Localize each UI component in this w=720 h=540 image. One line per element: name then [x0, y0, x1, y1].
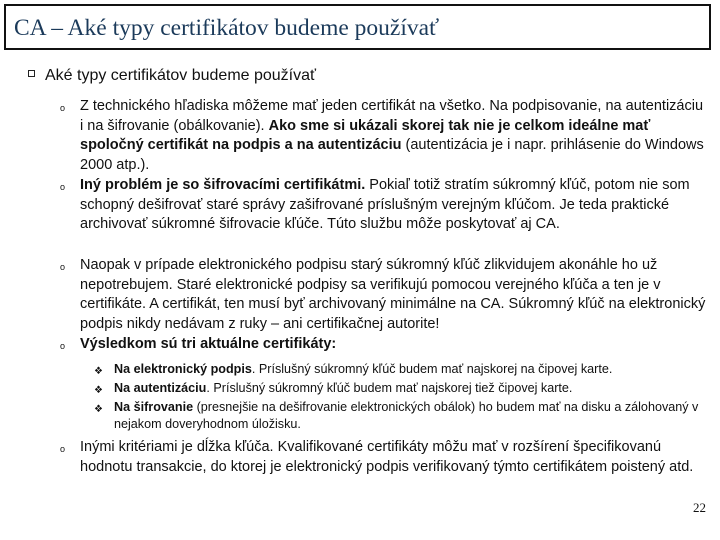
- text: (autentizácia je i napr. prihlásenie do Windows 2000 atp.).: [80, 137, 704, 173]
- square-bullet-icon: [28, 70, 35, 77]
- text: Pokiaľ totiž stratím súkromný kľúč, potom nie som schopný dešifrovať staré správy zašifrované príslušným verejným kľúčom. Je teda praktické archivovať súkromné šifrovacie kľúče. Túto službu môže poskytovať aj CA.: [80, 177, 690, 233]
- bold-text: Výsledkom sú tri aktuálne certifikáty:: [80, 336, 337, 352]
- text: . Príslušný súkromný kľúč budem mať najskorej tiež čipovej karte.: [206, 381, 573, 395]
- bullet-5: [60, 438, 710, 477]
- circle-bullet-icon: o: [60, 182, 66, 192]
- bold-text: Na šifrovanie: [114, 400, 194, 414]
- text: Inými kritériami je dĺžka kľúča. Kvalifikované certifikáty môžu mať v rozšírení špecifikovanú hodnotu transakcie, do ktorej je elektronický podpis verifikovaný týmto certifikátem poistený atd.: [80, 439, 694, 475]
- diamond-bullet-icon: ❖: [94, 366, 103, 377]
- bullet-2: [60, 176, 710, 235]
- bullet-1: [60, 97, 710, 175]
- main-bullet-text: Aké typy certifikátov budeme používať: [45, 67, 317, 84]
- text: Naopak v prípade elektronického podpisu starý súkromný kľúč zlikvidujem akonáhle ho už nepotrebujem. Staré elektronické podpisy sa verifikujú pomocou verejného kľúča a ten je v certifikáte. A certifikát, ten musí byť archivovaný minimálne na CA. Súkromný kľúč na elektronický podpis nikdy nedávam z ruky – ani certifikačnej autorite!: [80, 257, 706, 332]
- title-box: [4, 4, 711, 50]
- circle-bullet-icon: o: [60, 103, 66, 113]
- bold-text: Na elektronický podpis: [114, 362, 252, 376]
- bold-text: Ako sme si ukázali skorej tak nie je celkom ideálne mať spoločný certifikát na podpis a na autentizáciu: [80, 117, 651, 154]
- bold-text: Na autentizáciu: [114, 381, 207, 395]
- circle-bullet-icon: o: [60, 444, 66, 454]
- text: . Príslušný súkromný kľúč budem mať najskorej na čipovej karte.: [251, 362, 613, 376]
- circle-bullet-icon: o: [60, 262, 66, 272]
- slide-title: CA – Aké typy certifikátov budeme používať: [14, 15, 440, 41]
- bullet-4: [60, 335, 710, 355]
- bullet-3: [60, 256, 710, 334]
- bold-text: Iný problém je so šifrovacími certifikátmi.: [80, 177, 366, 193]
- diamond-bullet-icon: ❖: [94, 385, 103, 396]
- circle-bullet-icon: o: [60, 341, 66, 351]
- text: Z technického hľadiska môžeme mať jeden certifikát na všetko. Na podpisovanie, na autentizáciu i na šifrovanie (obálkovanie).: [80, 98, 704, 134]
- page-number: 22: [693, 500, 706, 515]
- sub-bullet-3: [94, 399, 710, 433]
- text: (presnejšie na dešifrovanie elektronických obálok) ho budem mať na disku a zálohovaný v nejakom doveryhodnom úložisku.: [114, 400, 699, 431]
- diamond-bullet-icon: ❖: [94, 404, 103, 415]
- sub-bullet-2: [94, 380, 710, 397]
- sub-bullet-1: [94, 361, 710, 378]
